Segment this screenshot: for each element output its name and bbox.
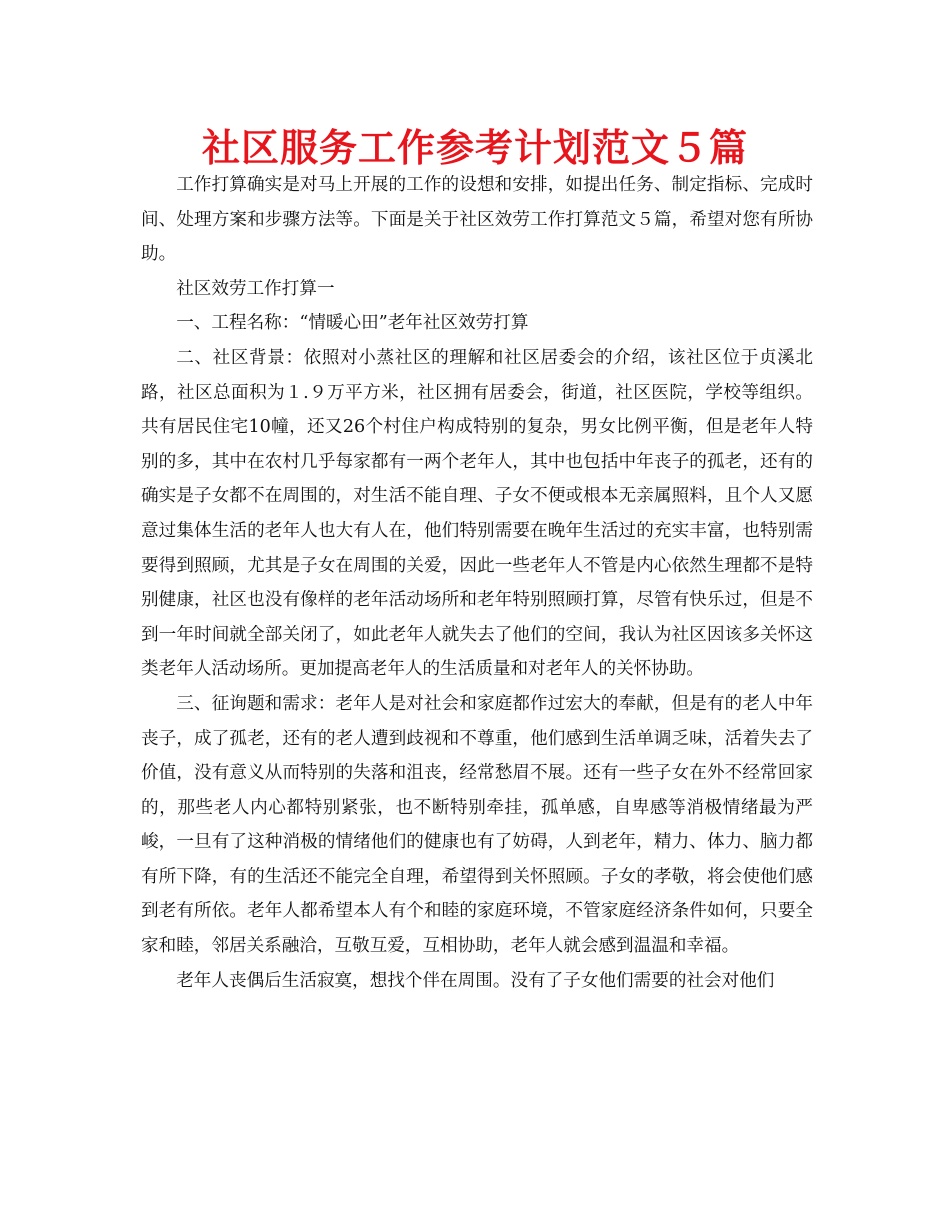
project-name-paragraph: 一、工程名称：“情暖心田”老年社区效劳打算 <box>176 313 529 334</box>
problems-needs-paragraph: 三、征询题和需求：老年人是对社会和家庭都作过宏大的奉献，但是有的老人中年丧子，成了孤老，还有的老人遭到歧视和不尊重，他们感到生活单调乏味，活着失去了价值，没有意义从而特别的失落和沮丧，经常愁眉不展。还有一些子女在外不经常回家的，那些老人内心都特别紧张，也不断特别牵挂，孤单感，自卑感等消极情绪最为严峻，一旦有了这种消极的情绪他们的健康也有了妨碍，人到老年，精力、体力、脑力都有所下降，有的生活还不能完全自理，希望得到关怀照顾。子女的孝敬，将会使他们感到老有所依。老年人都希望本人有个和睦的家庭环境，不管家庭经济条件如何，只要全家和睦，邻居关系融洽，互敬互爱，互相协助，老年人就会感到温温和幸福。 <box>141 693 813 957</box>
document-title: 社区服务工作参考计划范文５篇 <box>201 126 748 170</box>
intro-paragraph: 工作打算确实是对马上开展的工作的设想和安排，如提出任务、制定指标、完成时间、处理方案和步骤方法等。下面是关于社区效劳工作打算范文５篇，希望对您有所协助。 <box>141 175 813 265</box>
closing-paragraph: 老年人丧偶后生活寂寞，想找个伴在周围。没有了子女他们需要的社会对他们 <box>176 970 775 991</box>
community-background-paragraph: 二、社区背景：依照对小蒸社区的理解和社区居委会的介绍，该社区位于贞溪北路，社区总面积为１.９万平方米，社区拥有居委会，街道，社区医院，学校等组织。共有居民住宅10幢，还又26个村住户构成特别的复杂，男女比例平衡，但是老年人特别的多，其中在农村几乎每家都有一两个老年人，其中也包括中年丧子的孤老，还有的确实是子女都不在周围的，对生活不能自理、子女不便或根本无亲属照料，且个人又愿意过集体生活的老年人也大有人在，他们特别需要在晚年生活过的充实丰富，也特别需要得到照顾，尤其是子女在周围的关爱，因此一些老年人不管是内心依然生理都不是特别健康，社区也没有像样的老年活动场所和老年特别照顾打算，尽管有快乐过，但是不到一年时间就全部关闭了，如此老年人就失去了他们的空间，我认为社区因该多关怀这类老年人活动场所。更加提高老年人的生活质量和对老年人的关怀协助。 <box>141 347 813 680</box>
document-body <box>141 168 813 998</box>
section-heading: 社区效劳工作打算一 <box>176 278 335 299</box>
